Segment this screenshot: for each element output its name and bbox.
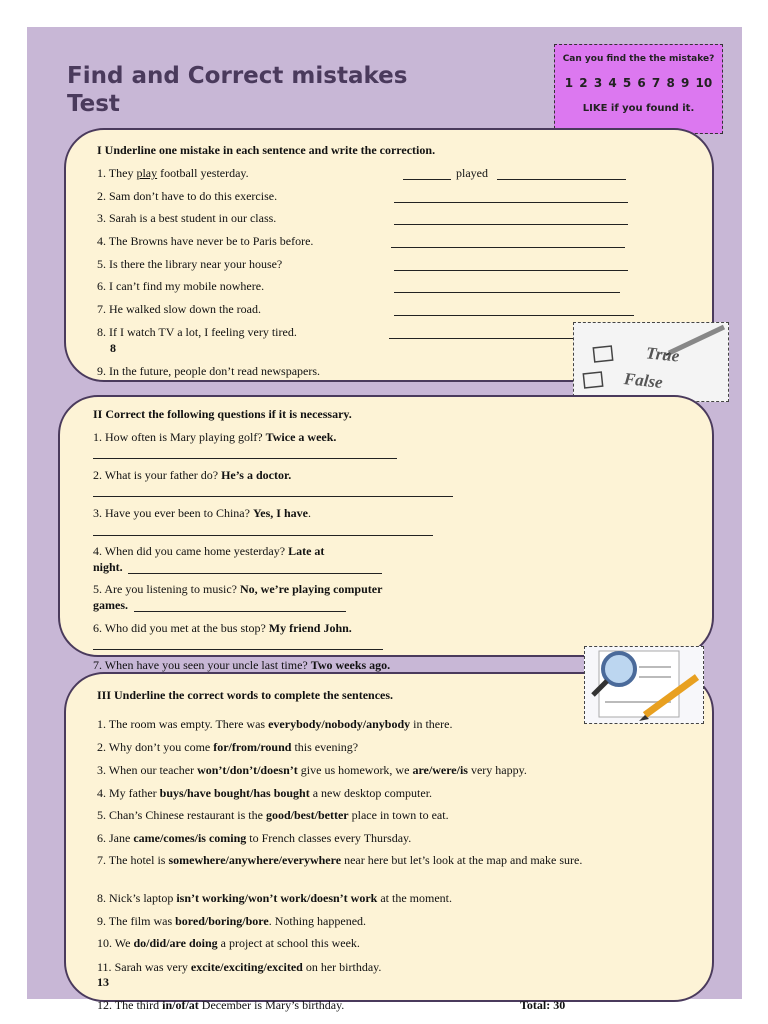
s2-item-2: 2. What is your father do? He’s a doctor.	[93, 468, 292, 482]
s1-item-8: 8. If I watch TV a lot, I feeling very tired.	[97, 325, 297, 339]
s3-item-6: 6. Jane came/comes/is coming to French classes every Thursday.	[97, 831, 412, 845]
s3-item-9: 9. The film was bored/boring/bore. Nothing happened.	[97, 914, 367, 928]
s1-item-5: 5. Is there the library near your house?	[97, 257, 283, 271]
section-2-heading: II Correct the following questions if it is necessary.	[93, 407, 352, 421]
s1-item-6: 6. I can’t find my mobile nowhere.	[97, 279, 265, 293]
s1-item-4: 4. The Browns have never be to Paris before.	[97, 234, 314, 248]
answer-blank[interactable]	[93, 496, 453, 497]
like-text: LIKE if you found it.	[582, 103, 695, 114]
s1-item-1: 1. They play football yesterday.	[97, 166, 249, 180]
s3-item-2: 2. Why don’t you come for/from/round this evening?	[97, 740, 359, 754]
word-options[interactable]: are/were/is	[412, 763, 468, 777]
mistake-question: Can you find the the mistake?	[562, 54, 715, 64]
s3-item-11: 11. Sarah was very excite/exciting/excited on her birthday.	[97, 960, 382, 974]
magnifier-image	[584, 646, 704, 724]
s2-item-7: 7. When have you seen your uncle last time? Two weeks ago.	[93, 658, 391, 672]
true-false-image	[573, 322, 729, 402]
s3-item-3: 3. When our teacher won’t/don’t/doesn’t give us homework, we are/were/is very happy.	[97, 763, 527, 777]
s2-item-5: 5. Are you listening to music? No, we’re playing computer	[93, 582, 383, 596]
s2-item-4-cont: night.	[93, 560, 123, 574]
total-score: Total: 30	[520, 998, 566, 1012]
s3-item-7: 7. The hotel is somewhere/anywhere/everywhere near here but let’s look at the map and make sure.	[97, 853, 583, 867]
section-3-heading: III Underline the correct words to complete the sentences.	[97, 688, 394, 702]
true-label: True	[645, 343, 681, 366]
magnifier-pencil-icon	[585, 647, 703, 723]
word-options[interactable]: somewhere/anywhere/everywhere	[168, 853, 342, 867]
s2-item-3: 3. Have you ever been to China? Yes, I have.	[93, 506, 311, 520]
find-mistake-box	[554, 44, 723, 134]
page-number: 8	[110, 341, 116, 355]
word-options[interactable]: isn’t working/won’t work/doesn’t work	[176, 891, 378, 905]
answer-blank[interactable]	[403, 179, 451, 180]
page-title: Find and Correct mistakes Test	[67, 63, 408, 117]
answer-blank[interactable]	[93, 458, 397, 459]
false-label: False	[623, 369, 664, 392]
s1-item-7: 7. He walked slow down the road.	[97, 302, 261, 316]
s3-item-5: 5. Chan’s Chinese restaurant is the good/best/better place in town to eat.	[97, 808, 449, 822]
word-options[interactable]: buys/have bought/has bought	[159, 786, 310, 800]
s1-item-9: 9. In the future, people don’t read newspapers.	[97, 364, 321, 378]
answer-blank[interactable]	[391, 247, 625, 248]
word-options[interactable]: came/comes/is coming	[133, 831, 247, 845]
word-options[interactable]: for/from/round	[213, 740, 292, 754]
answer-blank[interactable]	[394, 292, 620, 293]
page-number: 13	[97, 975, 109, 989]
s3-item-10: 10. We do/did/are doing a project at school this week.	[97, 936, 360, 950]
answer-blank[interactable]	[134, 611, 346, 612]
s2-item-5-cont: games.	[93, 598, 128, 612]
answer-blank[interactable]	[497, 179, 626, 180]
s2-item-1: 1. How often is Mary playing golf? Twice a week.	[93, 430, 337, 444]
example-answer: played	[456, 166, 488, 180]
word-options[interactable]: good/best/better	[265, 808, 349, 822]
answer-blank[interactable]	[389, 338, 573, 339]
answer-blank[interactable]	[93, 649, 383, 650]
section-1-heading: I Underline one mistake in each sentence and write the correction.	[97, 143, 436, 157]
s2-item-4: 4. When did you came home yesterday? Late at	[93, 544, 325, 558]
answer-blank[interactable]	[93, 535, 433, 536]
s3-item-4: 4. My father buys/have bought/has bought a new desktop computer.	[97, 786, 433, 800]
s1-item-2: 2. Sam don’t have to do this exercise.	[97, 189, 278, 203]
answer-blank[interactable]	[394, 315, 634, 316]
s2-item-6: 6. Who did you met at the bus stop? My friend John.	[93, 621, 352, 635]
s3-item-1: 1. The room was empty. There was everybody/nobody/anybody in there.	[97, 717, 453, 731]
word-options[interactable]: in/of/at	[162, 998, 199, 1012]
s1-item-3: 3. Sarah is a best student in our class.	[97, 211, 277, 225]
word-options[interactable]: everybody/nobody/anybody	[268, 717, 411, 731]
answer-blank[interactable]	[394, 224, 628, 225]
mistake-numbers: 1 2 3 4 5 6 7 8 9 10	[564, 76, 713, 90]
answer-blank[interactable]	[394, 202, 628, 203]
word-options[interactable]: do/did/are doing	[133, 936, 218, 950]
answer-blank[interactable]	[394, 270, 628, 271]
word-options[interactable]: excite/exciting/excited	[190, 960, 303, 974]
answer-blank[interactable]	[128, 573, 382, 574]
word-options[interactable]: bored/boring/bore	[175, 914, 269, 928]
s3-item-12: 12. The third in/of/at December is Mary’s birthday.	[97, 998, 345, 1012]
s3-item-8: 8. Nick’s laptop isn’t working/won’t work/doesn’t work at the moment.	[97, 891, 452, 905]
word-options[interactable]: won’t/don’t/doesn’t	[197, 763, 298, 777]
